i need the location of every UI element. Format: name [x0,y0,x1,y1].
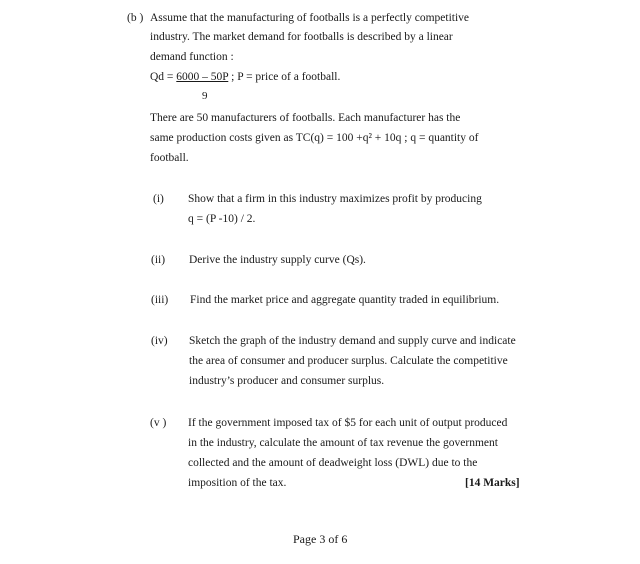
cost-line-3: football. [150,152,189,164]
part-line: industry’s producer and consumer surplus. [189,375,385,387]
part-line: imposition of the tax. [188,477,287,489]
cost-line-1: There are 50 manufacturers of footballs. Each manufacturer has the [150,112,461,124]
part-line: q = (P -10) / 2. [188,213,256,225]
marks-label: [14 Marks] [465,477,520,489]
demand-prefix: Qd = [150,71,177,83]
part-line: Derive the industry supply curve (Qs). [189,254,366,266]
part-line: If the government imposed tax of $5 for each unit of output produced [188,417,508,429]
question-label: (b ) [127,12,144,24]
cost-line-2: same production costs given as TC(q) = 100 +q² + 10q ; q = quantity of [150,132,479,144]
intro-line-3: demand function : [150,51,234,63]
part-line: Sketch the graph of the industry demand and supply curve and indicate [189,335,516,347]
intro-line-2: industry. The market demand for footballs is described by a linear [150,31,453,43]
part-line: Show that a firm in this industry maximizes profit by producing [188,193,482,205]
part-line: in the industry, calculate the amount of tax revenue the government [188,437,498,449]
demand-suffix: ; P = price of a football. [228,71,341,83]
part-line: the area of consumer and producer surplus. Calculate the competitive [189,355,508,367]
demand-numerator: 6000 – 50P [176,71,229,83]
demand-denominator: 9 [202,90,208,102]
part-line: collected and the amount of deadweight loss (DWL) due to the [188,457,478,469]
part-numeral: (ii) [151,254,166,266]
page-number: Page 3 of 6 [293,532,348,546]
intro-line-1: Assume that the manufacturing of footballs is a perfectly competitive [150,12,470,24]
part-numeral: (i) [153,193,164,205]
part-numeral: (iv) [151,335,168,347]
demand-equation [150,70,340,84]
part-numeral: (iii) [151,294,169,306]
part-numeral: (v ) [150,417,167,429]
part-line: Find the market price and aggregate quantity traded in equilibrium. [190,294,500,306]
